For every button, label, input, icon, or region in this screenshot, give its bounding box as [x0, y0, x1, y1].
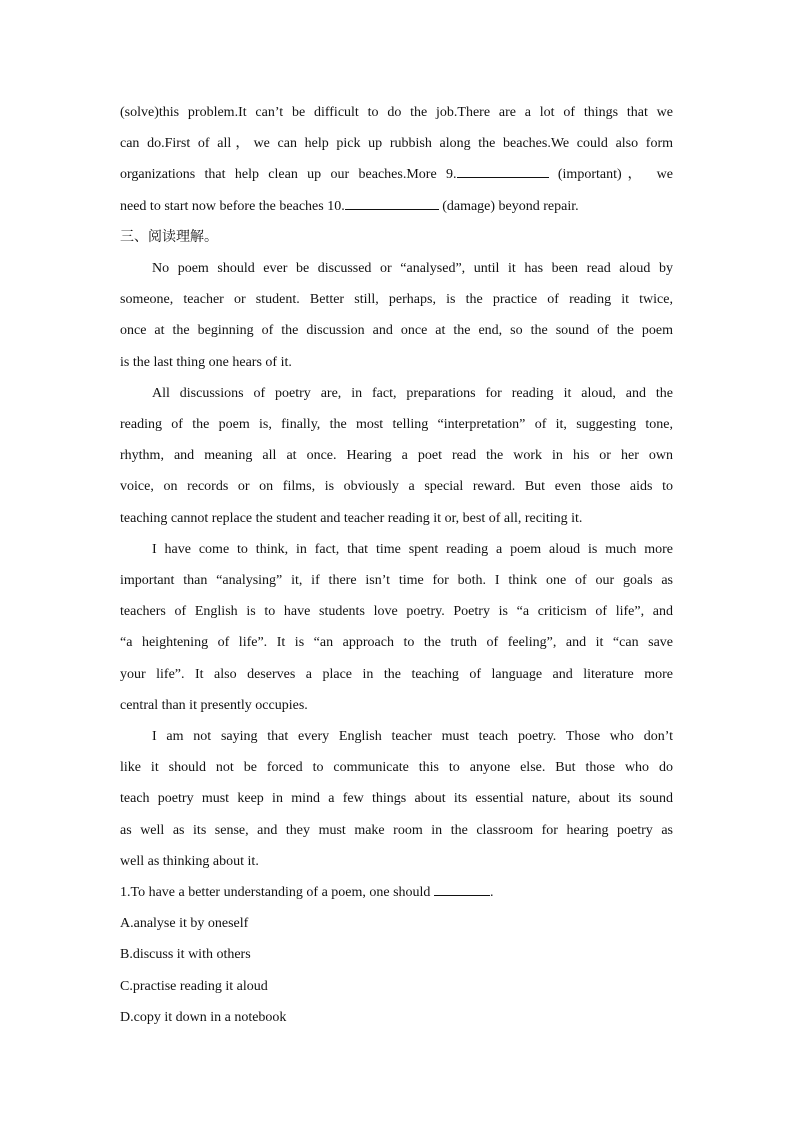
passage-line: as well as its sense, and they must make room in the classroom for hearing poetry as — [120, 822, 673, 838]
option-b[interactable]: B.discuss it with others — [120, 947, 251, 963]
cloze-line-3: organizations that help clean up our beaches.More 9. (important)， we — [120, 159, 673, 190]
answer-blank-9[interactable] — [457, 163, 549, 178]
passage-line: well as thinking about it. — [120, 853, 259, 869]
passage-line: I have come to think, in fact, that time spent reading a poem aloud is much more — [152, 541, 673, 557]
passage-line: reading of the poem is, finally, the most telling “interpretation” of it, suggesting tone, — [120, 417, 673, 433]
passage-line: your life”. It also deserves a place in the teaching of language and literature more — [120, 666, 673, 682]
question-stem: 1.To have a better understanding of a poem, one should . — [120, 877, 673, 908]
passage-line: No poem should ever be discussed or “analysed”, until it has been read aloud by — [152, 261, 673, 277]
passage-line: like it should not be forced to communicate this to anyone else. But those who do — [120, 760, 673, 776]
passage-line: rhythm, and meaning all at once. Hearing a poet read the work in his or her own — [120, 448, 673, 464]
passage-line: central than it presently occupies. — [120, 697, 308, 713]
passage-line: I am not saying that every English teacher must teach poetry. Those who don’t — [152, 729, 673, 745]
passage-paragraph-1 — [120, 253, 673, 378]
passage-line: “a heightening of life”. It is “an approach to the truth of feeling”, and it “can save — [120, 635, 673, 651]
passage-paragraph-4 — [120, 721, 673, 877]
passage-line: important than “analysing” it, if there isn’t time for both. I think one of our goals as — [120, 573, 673, 589]
passage-line: teachers of English is to have students love poetry. Poetry is “a criticism of life”, and — [120, 604, 673, 620]
passage-line: someone, teacher or student. Better still, perhaps, is the practice of reading it twice, — [120, 292, 673, 308]
passage-line: All discussions of poetry are, in fact, preparations for reading it aloud, and the — [152, 385, 673, 401]
passage-line: is the last thing one hears of it. — [120, 354, 292, 370]
cloze-line-1: (solve)this problem.It can’t be difficult to do the job.There are a lot of things that we — [120, 105, 673, 120]
passage-paragraph-2 — [120, 378, 673, 534]
passage-paragraph-3 — [120, 534, 673, 721]
passage-line: once at the beginning of the discussion and once at the end, so the sound of the poem — [120, 323, 673, 339]
option-c[interactable]: C.practise reading it aloud — [120, 978, 268, 994]
passage-line: voice, on records or on films, is obviously a special reward. But even those aids to — [120, 479, 673, 495]
option-a[interactable]: A.analyse it by oneself — [120, 916, 249, 932]
passage-line: teach poetry must keep in mind a few things about its essential nature, about its sound — [120, 791, 673, 807]
passage-line: teaching cannot replace the student and teacher reading it or, best of all, reciting it. — [120, 510, 583, 526]
question-answer-blank[interactable] — [434, 881, 490, 896]
cloze-line-4: need to start now before the beaches 10. (damage) beyond repair. — [120, 191, 673, 222]
cloze-line-2: can do.First of all，we can help pick up rubbish along the beaches.We could also form — [120, 136, 673, 152]
cloze-paragraph — [120, 97, 673, 222]
answer-blank-10[interactable] — [345, 195, 439, 210]
document-page — [120, 97, 673, 1033]
section-heading: 三、阅读理解。 — [120, 228, 218, 245]
option-d[interactable]: D.copy it down in a notebook — [120, 1009, 287, 1025]
